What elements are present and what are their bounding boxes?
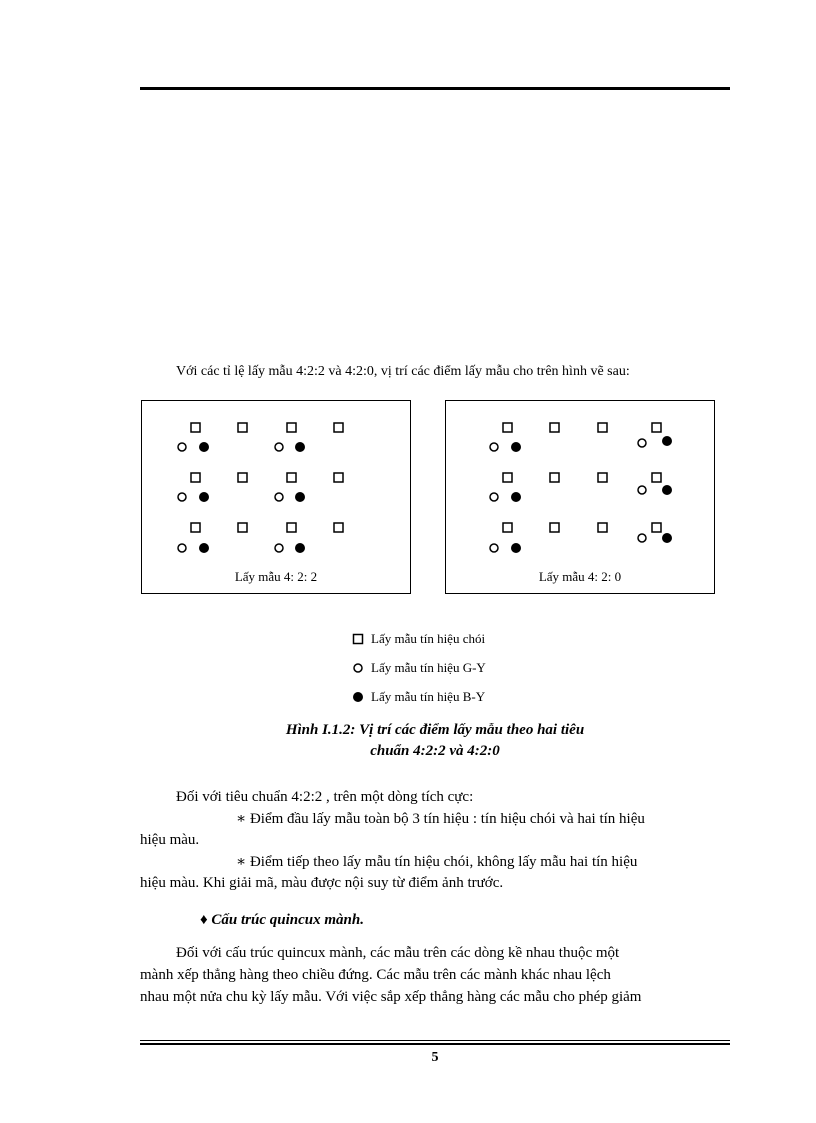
paragraph-2-line1: ∗ Điểm đầu lấy mẫu toàn bộ 3 tín hiệu : tín hiệu chói và hai tín hiệu [236,811,645,827]
by-sample-dot-icon [662,436,672,446]
by-sample-dot-icon [199,543,209,553]
luma-sample-square-icon [550,423,559,432]
gy-sample-circle-icon [275,443,283,451]
diagram-420-caption: Lấy mẫu 4: 2: 0 [538,569,622,584]
luma-sample-square-icon [652,523,661,532]
section-heading [200,912,364,929]
luma-sample-square-icon [191,473,200,482]
gy-sample-circle-icon [490,544,498,552]
figure-caption-line2: chuẩn 4:2:2 và 4:2:0 [370,743,500,759]
luma-sample-square-icon [598,423,607,432]
luma-sample-square-icon [238,473,247,482]
header-rule [140,87,730,90]
legend-item-luma [352,624,486,653]
by-sample-dot-icon [295,442,305,452]
luma-sample-square-icon [550,473,559,482]
luma-sample-square-icon [287,523,296,532]
paragraph-3-line1: ∗ Điểm tiếp theo lấy mẫu tín hiệu chói, không lấy mẫu hai tín hiệu [236,854,638,870]
gy-sample-circle-icon [638,534,646,542]
luma-sample-square-icon [550,523,559,532]
paragraph-4-line1: Đối với cấu trúc quincux mành, các mẫu trên các dòng kề nhau thuộc một [176,945,620,961]
by-sample-dot-icon [511,492,521,502]
gy-sample-circle-icon [490,493,498,501]
luma-sample-square-icon [334,473,343,482]
by-sample-dot-icon [199,492,209,502]
legend-item-by [352,682,486,711]
paragraph-4-line2: mành xếp thẳng hàng theo chiều đứng. Các mẫu trên các mành khác nhau lệch [140,967,611,983]
gy-sample-circle-icon [275,493,283,501]
luma-sample-square-icon [334,423,343,432]
by-sample-dot-icon [662,533,672,543]
diagram-422-symbols [142,401,412,595]
luma-sample-square-icon [598,473,607,482]
luma-sample-square-icon [503,523,512,532]
by-sample-dot-icon [199,442,209,452]
gy-sample-circle-icon [638,486,646,494]
intro-text: Với các tỉ lệ lấy mẫu 4:2:2 và 4:2:0, vị trí các điểm lấy mẫu cho trên hình vẽ sau: [176,364,630,379]
circle-icon [352,662,364,674]
gy-sample-circle-icon [178,493,186,501]
diamond-bullet-icon: ♦ [200,912,208,928]
by-sample-dot-icon [511,442,521,452]
paragraph-4-line3: nhau một nửa chu kỳ lấy mẫu. Với việc sắp xếp thẳng hàng các mẫu cho phép giảm [140,989,642,1005]
gy-sample-circle-icon [178,443,186,451]
legend [352,624,486,711]
square-icon [352,633,364,645]
luma-sample-square-icon [287,423,296,432]
diagram-422-caption: Lấy mẫu 4: 2: 2 [234,569,318,584]
by-sample-dot-icon [662,485,672,495]
figure-caption [140,720,730,762]
luma-sample-square-icon [287,473,296,482]
paragraph-2-line2: hiệu màu. [140,832,200,848]
legend-item-gy [352,653,486,682]
by-sample-dot-icon [295,543,305,553]
diagram-422 [141,400,411,594]
luma-sample-square-icon [334,523,343,532]
paragraph-3-line2: hiệu màu. Khi giải mã, màu được nội suy từ điểm ảnh trước. [140,875,504,891]
section-title: Cấu trúc quincux mành. [211,912,364,928]
by-sample-dot-icon [295,492,305,502]
gy-sample-circle-icon [490,443,498,451]
luma-sample-square-icon [503,473,512,482]
luma-sample-square-icon [238,423,247,432]
dot-icon [352,691,364,703]
luma-sample-square-icon [598,523,607,532]
diagram-420-symbols [446,401,716,595]
by-sample-dot-icon [511,543,521,553]
paragraph-1: Đối với tiêu chuẩn 4:2:2 , trên một dòng tích cực: [176,789,474,805]
legend-label: Lấy mẫu tín hiệu chói [371,630,486,646]
footer-rule-thick [140,1043,730,1045]
gy-sample-circle-icon [275,544,283,552]
legend-label: Lấy mẫu tín hiệu B-Y [371,688,486,704]
luma-sample-square-icon [503,423,512,432]
legend-label: Lấy mẫu tín hiệu G-Y [371,659,486,675]
footer-rule-thin [140,1040,730,1041]
gy-sample-circle-icon [178,544,186,552]
page-number: 5 [431,1050,439,1065]
luma-sample-square-icon [652,473,661,482]
luma-sample-square-icon [238,523,247,532]
diagram-420 [445,400,715,594]
luma-sample-square-icon [191,423,200,432]
gy-sample-circle-icon [638,439,646,447]
luma-sample-square-icon [652,423,661,432]
figure-caption-line1: Hình I.1.2: Vị trí các điểm lấy mẫu theo hai tiêu [285,722,585,738]
luma-sample-square-icon [191,523,200,532]
